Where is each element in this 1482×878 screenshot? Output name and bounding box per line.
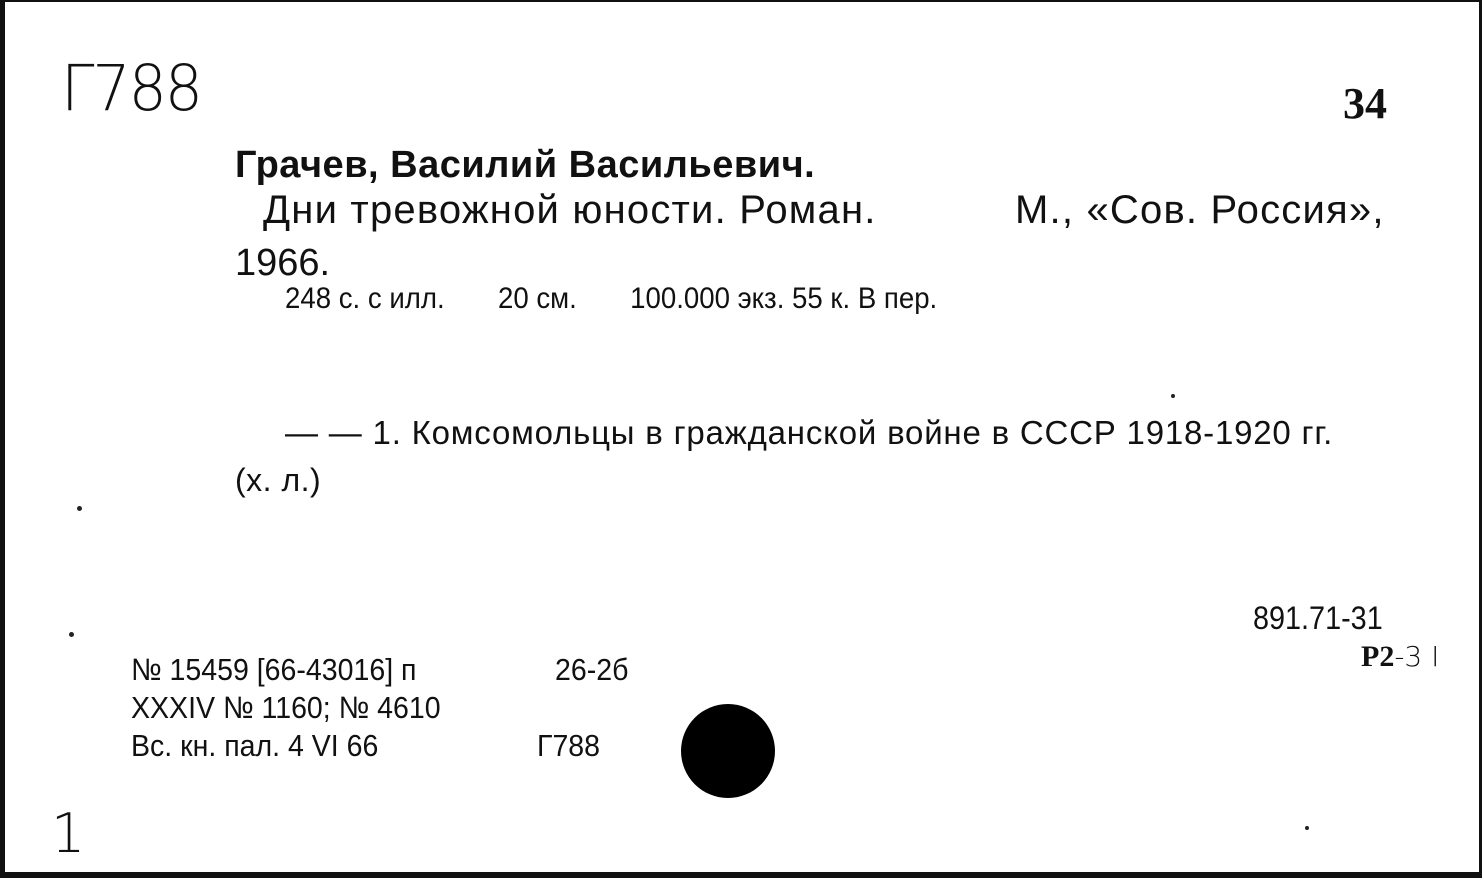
classification-number: 891.71-31 xyxy=(1253,600,1383,636)
registry-line-1: № 15459 [66-43016] п xyxy=(131,652,417,687)
subject-heading: — — 1. Комсомольцы в гражданской войне в СССР 1918-1920 гг. xyxy=(285,414,1334,451)
size-info: 20 см. xyxy=(497,282,577,315)
class-code-printed: Р2 xyxy=(1361,640,1395,673)
author-heading: Грачев, Василий Васильевич. xyxy=(235,144,816,186)
speck xyxy=(69,632,74,637)
publication-year: 1966. xyxy=(235,242,331,284)
speck xyxy=(1171,394,1175,398)
card-number: 34 xyxy=(1343,79,1387,128)
print-run-price: 100.000 экз. 55 к. В пер. xyxy=(630,282,938,315)
collation-line xyxy=(285,282,937,316)
punch-hole xyxy=(681,704,775,798)
class-code-handwritten: -3 I xyxy=(1394,640,1440,673)
publisher: М., «Сов. Россия», xyxy=(1015,188,1385,232)
pages-info: 248 с. с илл. xyxy=(285,282,445,315)
handwritten-mark: 1 xyxy=(51,802,86,865)
class-code xyxy=(1361,640,1439,674)
book-title: Дни тревожной юности. Роман. xyxy=(263,188,877,232)
registry-line-2: XXXIV № 1160; № 4610 xyxy=(131,690,441,725)
registry-line-3: Вс. кн. пал. 4 VI 66 xyxy=(131,728,379,763)
speck xyxy=(1305,826,1309,830)
subject-heading-cont: (х. л.) xyxy=(235,462,322,498)
registry-line-3-right: Г788 xyxy=(537,728,601,763)
handwritten-call-number: Г788 xyxy=(61,52,201,126)
speck xyxy=(77,506,82,511)
registry-line-1-right: 26-2б xyxy=(555,652,629,687)
